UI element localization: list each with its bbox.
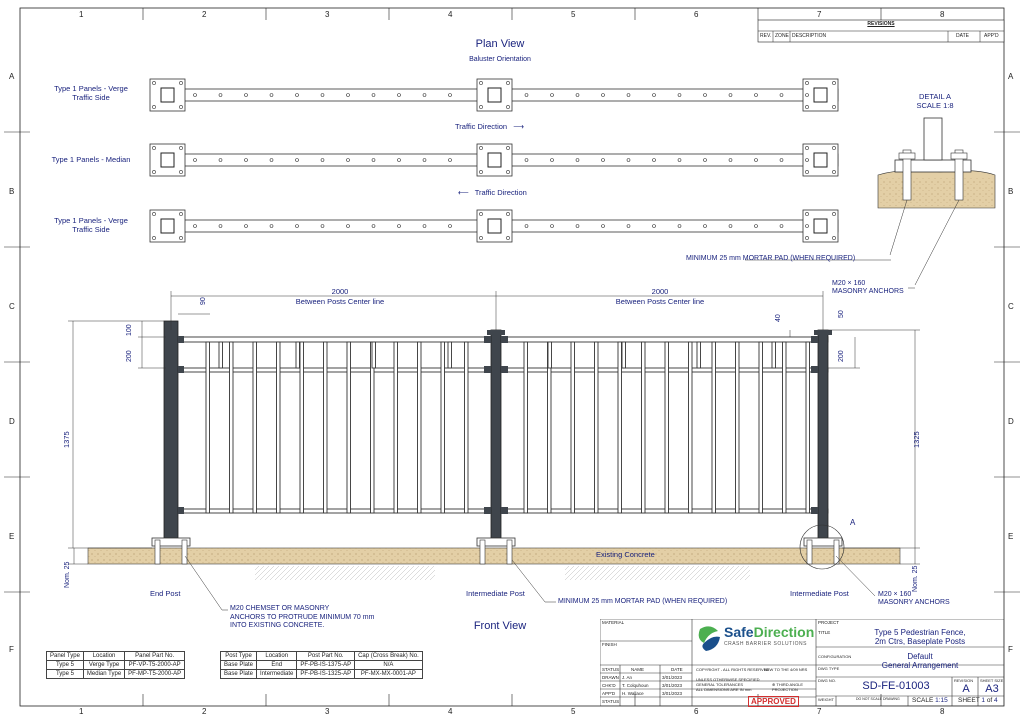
col-label: 2 (202, 10, 207, 19)
col-label: 4 (448, 707, 453, 716)
material-label: MATERIAL (602, 620, 625, 625)
col-label: 6 (694, 10, 699, 19)
upper-baluster (548, 342, 552, 368)
row-label: E (1008, 532, 1014, 541)
table-header-cell: Cap (Cross Break) No. (355, 652, 423, 661)
dwg-no-label: DWG NO. (818, 678, 836, 683)
baluster (394, 342, 398, 513)
plan-baluster (653, 94, 656, 97)
dim-span-1: 2000 (331, 287, 349, 296)
plan-baluster (653, 225, 656, 228)
col-label: 7 (817, 707, 822, 716)
plan-baluster (449, 159, 452, 162)
plan-baluster (321, 94, 324, 97)
baluster (806, 342, 810, 513)
plan-baluster (525, 159, 528, 162)
dim-200-left: 200 (126, 350, 133, 362)
table-cell: Type 5 (47, 661, 84, 670)
tolerance-note (696, 677, 760, 692)
plan-row-label (36, 84, 146, 102)
table-header-row (47, 652, 185, 661)
chemset-note-line: INTO EXISTING CONCRETE. (230, 622, 325, 629)
plan-baluster (551, 225, 554, 228)
drawn-label: DRAWN (602, 675, 619, 680)
row-label: B (1008, 187, 1014, 196)
name-col: NAME (631, 667, 645, 672)
baluster (324, 342, 328, 513)
plan-row-label-line: Traffic Side (72, 225, 110, 234)
col-label: 3 (325, 10, 330, 19)
rev-col: DATE (956, 33, 969, 39)
intermediate-post-label: Intermediate Post (466, 589, 525, 598)
table-header-cell: Panel Part No. (125, 652, 185, 661)
plan-baluster (449, 225, 452, 228)
table-cell: PF-MP-T5-2000-AP (125, 670, 185, 679)
drawn-name: J. An (622, 675, 633, 680)
row-label: B (9, 187, 15, 196)
dwg-type-label: DWG TYPE (818, 666, 840, 671)
dwg-type-value: General Arrangement (881, 661, 959, 670)
col-label: 1 (79, 707, 84, 716)
plan-baluster (729, 159, 732, 162)
plan-baluster (347, 159, 350, 162)
rev-col: ZONE (775, 33, 789, 39)
col-label: 1 (79, 10, 84, 19)
col-label: 8 (940, 707, 945, 716)
table-row (221, 661, 423, 670)
checked-label: CHK'D (602, 683, 616, 688)
plan-row-label-line: Type 1 Panels - Verge (54, 216, 128, 225)
plan-baluster (602, 225, 605, 228)
plan-baluster (729, 225, 732, 228)
col-label: 8 (940, 10, 945, 19)
projection-label: THIRD ANGLE PROJECTION (772, 682, 804, 692)
third-angle-projection-icon: ⊕ (772, 682, 776, 687)
upper-baluster (772, 342, 776, 368)
col-label: 5 (571, 10, 576, 19)
upper-baluster (219, 342, 223, 368)
plan-baluster (627, 159, 630, 162)
plan-baluster (245, 94, 248, 97)
row-label: E (9, 532, 15, 541)
plan-baluster (321, 159, 324, 162)
plan-baluster (678, 94, 681, 97)
table-header-cell: Post Part No. (297, 652, 355, 661)
table-cell: Verge Type (83, 661, 124, 670)
project-label: PROJECT (818, 620, 840, 625)
detail-anchor-line: MASONRY ANCHORS (832, 288, 904, 295)
plan-baluster (321, 225, 324, 228)
dim-1325: 1325 (912, 431, 921, 448)
baluster (759, 342, 763, 513)
drawing-title (840, 628, 1000, 646)
checked-date: 3/01/2023 (662, 683, 683, 688)
plan-baluster (347, 94, 350, 97)
arrow-left-icon: ⟵ (458, 188, 469, 197)
table-header-cell: Post Type (221, 652, 257, 661)
dim-40: 40 (775, 314, 782, 322)
plan-baluster (219, 94, 222, 97)
revisions-header (758, 21, 1004, 39)
row-label: D (1008, 417, 1014, 426)
chemset-note-line: M20 CHEMSET OR MASONRY (230, 605, 330, 612)
dim-90: 90 (200, 297, 207, 305)
plan-baluster (704, 159, 707, 162)
plan-view-subtitle: Baluster Orientation (469, 56, 531, 63)
upper-baluster (697, 342, 701, 368)
checked-name: T. Colquhoun (622, 683, 649, 688)
row-label: C (9, 302, 15, 311)
plan-view-rails (150, 79, 838, 242)
detail-title-line: DETAIL A (918, 92, 952, 101)
plan-baluster (576, 225, 579, 228)
sheet-size-value: A3 (985, 683, 999, 695)
row-label: C (1008, 302, 1014, 311)
dim-nom-left: Nom. 25 (64, 561, 71, 588)
plan-baluster (806, 159, 809, 162)
plan-baluster (270, 94, 273, 97)
detail-a-drawing (878, 118, 995, 285)
chemset-note-line: ANCHORS TO PROTRUDE MINIMUM 70 mm (230, 613, 375, 621)
baluster (253, 342, 257, 513)
plan-baluster (755, 159, 758, 162)
table-cell: Type 5 (47, 670, 84, 679)
status-col: STATUS (602, 667, 620, 672)
plan-baluster (423, 225, 426, 228)
plan-baluster (296, 159, 299, 162)
plan-baluster (423, 159, 426, 162)
dim-100: 100 (126, 324, 133, 336)
plan-rail-row (150, 144, 838, 176)
row-label: A (1008, 72, 1014, 81)
plan-baluster (729, 94, 732, 97)
sheet-field (958, 697, 998, 704)
baluster (642, 342, 646, 513)
col-label: 7 (817, 10, 822, 19)
drawn-date: 3/01/2023 (662, 675, 683, 680)
col-label: 3 (325, 707, 330, 716)
end-post-label: End Post (150, 589, 181, 598)
plan-baluster (347, 225, 350, 228)
dim-span-label-1: Between Posts Center line (295, 297, 385, 306)
plan-baluster (372, 94, 375, 97)
dim-span-2: 2000 (651, 287, 669, 296)
sheet-label: SHEET (958, 697, 980, 704)
table-cell: Intermediate (257, 670, 297, 679)
table-header-row (221, 652, 423, 661)
dim-1375: 1375 (62, 431, 71, 448)
table-header-cell: Panel Type (47, 652, 84, 661)
configuration-value (840, 652, 1000, 670)
table-cell: PF-MX-MX-0001-AP (355, 670, 423, 679)
status-label: STATUS (602, 699, 620, 704)
brand-name (724, 624, 814, 640)
plan-baluster (372, 225, 375, 228)
baluster (783, 342, 787, 513)
row-label: F (9, 645, 14, 654)
table-row (47, 661, 185, 670)
table-header-cell: Location (83, 652, 124, 661)
upper-baluster (448, 342, 452, 368)
scale-label: SCALE (912, 697, 934, 704)
plan-baluster (423, 94, 426, 97)
plan-baluster (602, 94, 605, 97)
traffic-direction-label: Traffic Direction (474, 188, 527, 197)
detail-a-title (890, 92, 980, 110)
plan-baluster (704, 225, 707, 228)
plan-baluster (296, 94, 299, 97)
intermediate-post-1 (491, 330, 501, 538)
drawing-title-line: 2m Ctrs, Baseplate Posts (874, 637, 966, 646)
plan-baluster (806, 94, 809, 97)
plan-baluster (627, 94, 630, 97)
title-label: TITLE (818, 630, 831, 635)
dim-50: 50 (838, 310, 845, 318)
baluster (689, 342, 693, 513)
front-view-drawing (68, 260, 920, 610)
plan-baluster (245, 159, 248, 162)
approved-name: H. Wallace (622, 691, 644, 696)
table-cell: End (257, 661, 297, 670)
upper-baluster (296, 342, 300, 368)
upper-baluster (372, 342, 376, 368)
plan-row-label (36, 155, 146, 164)
brand-tagline: CRASH BARRIER SOLUTIONS (724, 641, 807, 647)
row-label: A (9, 72, 15, 81)
plan-baluster (449, 94, 452, 97)
dim-200-right: 200 (838, 350, 845, 362)
plan-baluster (219, 159, 222, 162)
front-anchor-line: M20 × 160 (878, 591, 912, 598)
col-label: 4 (448, 10, 453, 19)
plan-baluster (806, 225, 809, 228)
table-cell: PF-PB-IS-1375-AP (297, 661, 355, 670)
table-cell: PF-PB-IS-1325-AP (297, 670, 355, 679)
plan-baluster (398, 159, 401, 162)
baluster (441, 342, 445, 513)
plan-baluster (270, 225, 273, 228)
plan-baluster (296, 225, 299, 228)
plan-baluster (525, 94, 528, 97)
front-anchor-note (878, 591, 950, 607)
plan-baluster (704, 94, 707, 97)
scale-value: 1:15 (935, 697, 948, 704)
plan-baluster (678, 225, 681, 228)
plan-baluster (678, 159, 681, 162)
col-label: 5 (571, 707, 576, 716)
scale-field (912, 697, 948, 704)
panel-table (46, 651, 185, 679)
plan-baluster (245, 225, 248, 228)
plan-baluster (780, 94, 783, 97)
col-label: 6 (694, 707, 699, 716)
configuration-label: CONFIGURATION (818, 654, 852, 659)
col-label: 2 (202, 707, 207, 716)
baluster (618, 342, 622, 513)
plan-baluster (372, 159, 375, 162)
baluster (736, 342, 740, 513)
plan-baluster (755, 225, 758, 228)
plan-baluster (780, 159, 783, 162)
sheet-number: 1 (981, 697, 985, 704)
finish-label: FINISH (602, 642, 617, 647)
table-cell: Median Type (83, 670, 124, 679)
table-cell: PF-VP-T5-2000-AP (125, 661, 185, 670)
table-row (47, 670, 185, 679)
dim-span-label-2: Between Posts Center line (615, 297, 705, 306)
brand-direction: Direction (753, 624, 815, 640)
drawing-title-line: Type 5 Pedestrian Fence, (874, 628, 966, 637)
plan-baluster (602, 159, 605, 162)
table-cell: Base Plate (221, 661, 257, 670)
tolerance-units-label: ALL DIMENSIONS ARE IN (696, 687, 744, 692)
nrs-note: NEW TO THE 4/09 NRS (764, 667, 808, 672)
baluster (230, 342, 234, 513)
dim-nom-right: Nom. 25 (912, 565, 919, 592)
tolerance-line (696, 687, 760, 692)
plan-baluster (194, 94, 197, 97)
baluster (665, 342, 669, 513)
revision-value: A (962, 683, 970, 695)
approved-date: 3/01/2023 (662, 691, 683, 696)
plan-row-label-line: Type 1 Panels - Median (51, 155, 131, 164)
row-label: F (1008, 645, 1013, 654)
safe-direction-logo-icon (699, 626, 720, 651)
plan-row-label (36, 216, 146, 234)
detail-anchor-line: M20 × 160 (832, 280, 866, 287)
baluster (277, 342, 281, 513)
plan-baluster (627, 225, 630, 228)
table-cell: Base Plate (221, 670, 257, 679)
plan-rail-row (150, 79, 838, 111)
sheet-of: of (986, 697, 993, 704)
tolerance-line: GENERAL TOLERANCES (696, 682, 744, 687)
plan-baluster (576, 159, 579, 162)
plan-view-title: Plan View (475, 38, 525, 50)
front-anchor-line: MASONRY ANCHORS (878, 599, 950, 606)
baluster (300, 342, 304, 513)
revisions-title: REVISIONS (867, 21, 895, 27)
plan-baluster (780, 225, 783, 228)
detail-scale: SCALE 1:8 (916, 101, 954, 110)
tolerance-unit: mm (744, 687, 752, 692)
sheet-total: 4 (994, 697, 998, 704)
table-cell: N/A (355, 661, 423, 670)
projection-note (772, 682, 812, 692)
baluster (206, 342, 210, 513)
tolerance-line: UNLESS OTHERWISE SPECIFIED (696, 677, 760, 682)
revision-label: REVISION (954, 678, 974, 683)
baluster (524, 342, 528, 513)
plan-row-label-line: Type 1 Panels - Verge (54, 84, 128, 93)
traffic-direction-left (458, 188, 527, 197)
approved-label: APP'D (602, 691, 616, 696)
rev-col: REV. (760, 33, 772, 39)
rev-col: APP'D (984, 33, 999, 39)
baluster (712, 342, 716, 513)
baluster (595, 342, 599, 513)
baluster (347, 342, 351, 513)
arrow-right-icon: ⟶ (513, 122, 524, 131)
plan-row-label-line: Traffic Side (72, 93, 110, 102)
plan-baluster (398, 94, 401, 97)
existing-concrete-label: Existing Concrete (596, 550, 655, 559)
end-post (164, 321, 178, 538)
chemset-note (230, 605, 374, 631)
baluster (571, 342, 575, 513)
detail-mortar-note: MINIMUM 25 mm MORTAR PAD (WHEN REQUIRED) (686, 255, 856, 262)
row-label: D (9, 417, 15, 426)
do-not-scale-note: DO NOT SCALE DRAWING (856, 697, 900, 701)
config-value: Default (907, 652, 933, 661)
drawing-number: SD-FE-01003 (862, 680, 930, 692)
plan-baluster (525, 225, 528, 228)
baluster (418, 342, 422, 513)
plan-baluster (653, 159, 656, 162)
plan-baluster (270, 159, 273, 162)
intermediate-post-label: Intermediate Post (790, 589, 849, 598)
plan-baluster (755, 94, 758, 97)
upper-baluster (622, 342, 626, 368)
detail-anchor-note (832, 280, 904, 296)
table-header-cell: Location (257, 652, 297, 661)
copyright-note: COPYRIGHT - ALL RIGHTS RESERVED (696, 667, 770, 672)
traffic-direction-right (455, 122, 524, 131)
post-table (220, 651, 423, 679)
rev-col: DESCRIPTION (792, 33, 827, 39)
intermediate-post-2 (818, 330, 828, 538)
plan-baluster (576, 94, 579, 97)
baluster (465, 342, 469, 513)
plan-baluster (219, 225, 222, 228)
plan-rail-row (150, 210, 838, 242)
approved-stamp: APPROVED (748, 696, 799, 707)
plan-baluster (551, 94, 554, 97)
detail-marker: A (850, 518, 856, 527)
sheet-size-label: SHEET SIZE (980, 678, 1004, 683)
plan-baluster (194, 225, 197, 228)
traffic-direction-label: Traffic Direction (455, 122, 508, 131)
brand-safe: Safe (724, 624, 754, 640)
front-mortar-note: MINIMUM 25 mm MORTAR PAD (WHEN REQUIRED) (558, 598, 728, 605)
front-view-title: Front View (473, 620, 527, 632)
plan-baluster (194, 159, 197, 162)
plan-baluster (551, 159, 554, 162)
grid-ticks (4, 8, 1020, 706)
weight-label: WEIGHT (818, 697, 834, 702)
table-row (221, 670, 423, 679)
date-col: DATE (671, 667, 683, 672)
plan-baluster (398, 225, 401, 228)
